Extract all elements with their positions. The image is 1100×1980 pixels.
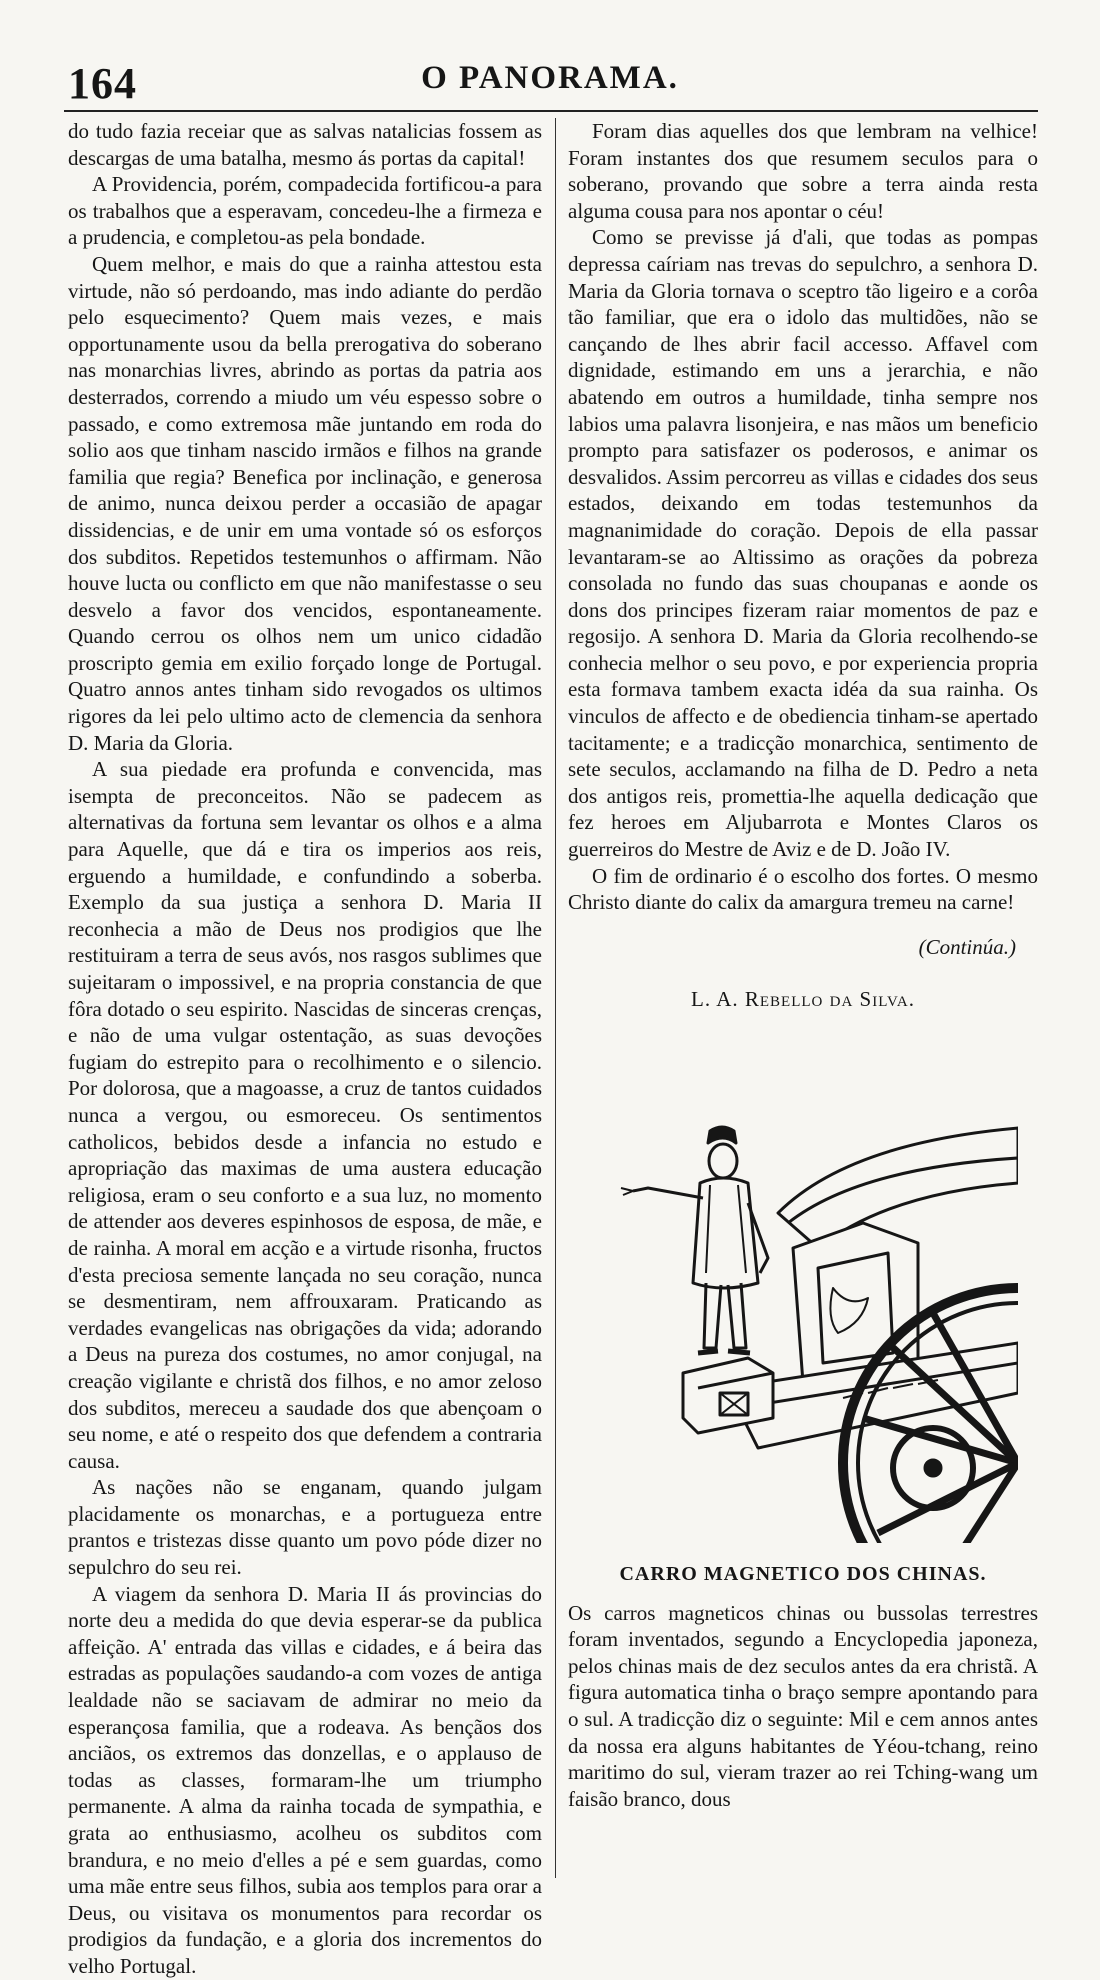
article-paragraph: Os carros magneticos chinas ou bussolas terrestres foram inventados, segundo a Encyclopedia japoneza, pelos chinas mais de dez seculos antes da era christã. A figura automatica tinha o braço sempre apontando para o sul. A tradicção diz o seguinte: Mil e cem annos antes da nossa era alguns habitantes de Yéou-tchang, reino maritimo do sul, vieram trazer ao rei Tching-wang um faisão branco, dous: [568, 1600, 1038, 1811]
journal-title: O PANORAMA.: [421, 60, 679, 96]
column-divider: [555, 118, 556, 1878]
right-column: [568, 118, 1038, 1812]
paragraph: do tudo fazia receiar que as salvas natalicias fossem as descargas de uma batalha, mesmo ás portas da capital!: [68, 119, 542, 170]
paragraph: Foram dias aquelles dos que lembram na velhice! Foram instantes dos que resumem seculos para o soberano, provando que sobre a terra ainda resta alguma cousa para nos apontar o céu!: [568, 119, 1038, 223]
paragraph: A viagem da senhora D. Maria II ás provincias do norte deu a medida do que devia esperar-se da publica affeição. A' entrada das villas e cidades, e á beira das estradas as populações saudando-a com vozes de antiga lealdade não se saciavam de admirar no meio da esperançosa familia, que a rodeava. As bençãos dos anciãos, os extremos das donzellas, e o applauso de todas as classes, formaram-lhe um triumpho permanente. A alma da rainha tocada de sympathia, e grata ao enthusiasmo, acolheu os subditos com brandura, e no meio d'elles a pé e sem guardas, como uma mãe entre seus filhos, subia aos templos para orar a Deus, ou visitava os monumentos para recordar os prodigios da fundação, e a gloria dos incrementos do velho Portugal.: [68, 1581, 542, 1978]
page-number: 164: [68, 59, 137, 108]
left-column: [68, 118, 542, 1980]
paragraph: O fim de ordinario é o escolho dos fortes. O mesmo Christo diante do calix da amargura tremeu na carne!: [568, 863, 1038, 915]
header-rule: [64, 110, 1038, 112]
paragraph: A Providencia, porém, compadecida fortificou-a para os trabalhos que a esperavam, concedeu-lhe a firmeza e a prudencia, e completou-as pela bondade.: [68, 172, 542, 250]
magnetic-chariot-illustration: [588, 1073, 1018, 1543]
paragraph: As nações não se enganam, quando julgam placidamente os monarchas, e a portugueza entre prantos e tristezas disse quanto um povo póde dizer no sepulchro do seu rei.: [68, 1475, 542, 1580]
paragraph: Como se previsse já d'ali, que todas as pompas depressa caíriam nas trevas do sepulchro, a senhora D. Maria da Gloria tornava o sceptro tão ligeiro e a corôa tão familiar, que era o idolo das multidões, não se cançando de lhes abrir facil accesso. Affavel com dignidade, estimando em uns a jerarchia, e não abatendo em outros a humildade, tinha sempre nos labios uma palavra lisonjeira, e nas mãos um beneficio prompto para satisfazer os poderosos, e animar os desvalidos. Assim percorreu as villas e cidades dos seus estados, deixando em todas testemunhos da magnanimidade do coração. Depois de ella passar levantaram-se ao Altissimo as orações da pobreza consolada no fundo das suas choupanas e aonde os dons dos principes fizeram raiar momentos de paz e regosijo. A senhora D. Maria da Gloria recolhendo-se conhecia melhor o seu povo, e por experiencia propria esta formava tambem exacta idéa da sua rainha. Os vinculos de affecto e de obediencia tinham-se apertado tacitamente; e a tradicção monarchica, sentimento de sete seculos, acclamando na filha de D. Pedro a neta dos antigos reis, promettia-lhe aquella dedicação que fez heroes em Aljubarrota e Montes Claros os guerreiros do Mestre de Aviz e de D. João IV.: [568, 225, 1038, 862]
continued-note: (Continúa.): [918, 934, 1016, 959]
paragraph: Quem melhor, e mais do que a rainha attestou esta virtude, não só perdoando, mas indo adiante do perdão pelo esquecimento? Quem mais vezes, e mais opportunamente usou da bella prerogativa do soberano nas monarchias livres, abrindo as portas da patria aos desterrados, correndo a miudo um véu espesso sobre o passado, e como extremosa mãe juntando em roda do solio aos que tinham nascido irmãos e filhos na grande familia que regia? Benefica por inclinação, e generosa de animo, nunca deixou perder a occasião de apagar dissidencias, e de unir em uma vontade só os esforços dos subditos. Repetidos testemunhos o affirmam. Não houve lucta ou conflicto em que não manifestasse o seu desvelo a favor dos vencidos, espontaneamente. Quando cerrou os olhos nem um unico cidadão proscripto gemia em exilio forçado longe de Portugal. Quatro annos antes tinham sido revogados os ultimos rigores da lei pelo ultimo acto de clemencia da senhora D. Maria da Gloria.: [68, 251, 542, 755]
author-signature: L. A. Rebello da Silva.: [691, 987, 915, 1012]
paragraph: A sua piedade era profunda e convencida, mas isempta de preconceitos. Não se padecem as alternativas da fortuna sem levantar os olhos e a alma para Aquelle, que dá e tira os imperios aos reis, erguendo a humildade, e confundindo a soberba. Exemplo da sua justiça a senhora D. Maria II reconhecia a mão de Deus nos prodigios que lhe restituiram a terra de seus avós, nos rasgos sublimes que sujeitaram o impossivel, e na propria constancia de que fôra dotado o seu espirito. Nascidas de sinceras crenças, e não de uma vulgar ostentação, as suas devoções fugiam do estrepito para o recolhimento e o silencio. Por dolorosa, que a magoasse, a cruz de tantos cuidados nunca a vergou, ou esmoreceu. Os sentimentos catholicos, bebidos desde a infancia no estudo e apropriação das maximas de uma austera educação religiosa, eram o seu conforto e a sua luz, no momento de attender aos deveres espinhosos de esposa, de mãe, e de rainha. A moral em acção e a virtude risonha, fructos d'esta preciosa semente lançada no seu coração, nunca se desmentiram, nem affrouxaram. Praticando as verdades evangelicas nas obrigações da vida; adorando a Deus na pureza dos costumes, no amor conjugal, na creação vigilante e christã dos filhos, e no amor zeloso dos subditos, mereceu a saudade dos que abençoam o seu nome, e até o respeito dos que defendem a contraria causa.: [68, 757, 542, 1473]
figure-caption: CARRO MAGNETICO DOS CHINAS.: [619, 1563, 987, 1585]
